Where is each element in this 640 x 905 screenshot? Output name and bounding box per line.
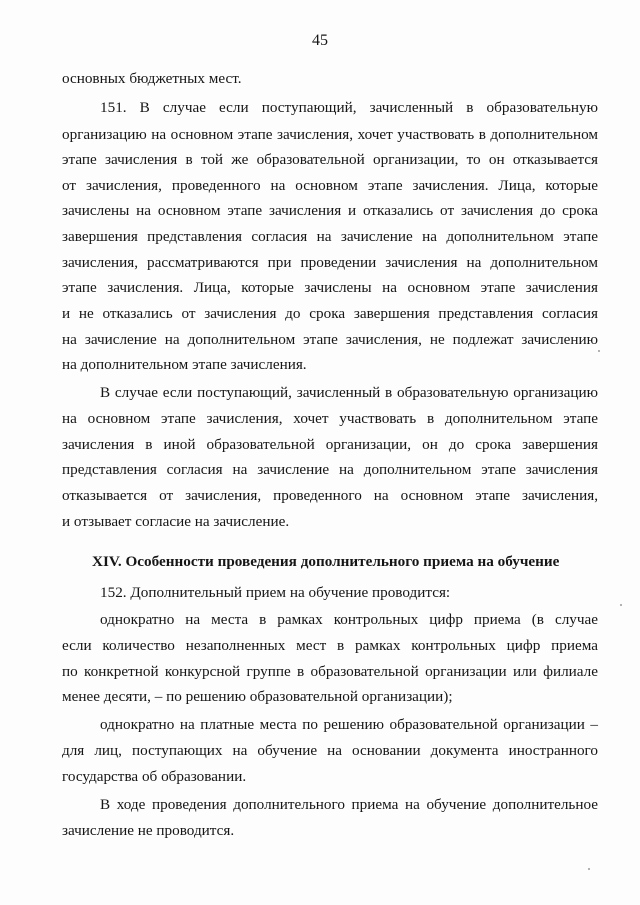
scan-speck xyxy=(588,868,590,870)
text-line: этапе зачисления. Лица, которые зачислены на основном этапе зачисления xyxy=(62,279,598,296)
text-line: организацию на основном этапе зачисления, хочет участвовать в дополнительном xyxy=(62,126,598,143)
text-line: зачисление не проводится. xyxy=(62,822,235,839)
text-line: однократно на места в рамках контрольных цифр приема (в случае xyxy=(100,611,598,628)
text-line: однократно на платные места по решению образовательной организации – xyxy=(100,716,598,733)
text-line: 151. В случае если поступающий, зачисленный в образовательную xyxy=(100,99,598,116)
text-line: основных бюджетных мест. xyxy=(62,70,242,87)
text-line: В ходе проведения дополнительного приема на обучение дополнительное xyxy=(100,796,598,813)
text-line: если количество незаполненных мест в рамках контрольных цифр приема xyxy=(62,637,598,654)
text-line: от зачисления, проведенного на основном этапе зачисления. Лица, которые xyxy=(62,177,598,194)
text-line: менее десяти, – по решению образовательной организации); xyxy=(62,688,453,705)
text-line: государства об образовании. xyxy=(62,768,247,785)
text-line: зачислены на основном этапе зачисления и отказались от зачисления до срока xyxy=(62,202,598,219)
scan-speck xyxy=(620,604,622,606)
text-line: и не отказались от зачисления до срока завершения представления согласия xyxy=(62,305,598,322)
scan-speck xyxy=(598,350,600,352)
text-line: по конкретной конкурсной группе в образовательной организации или филиале xyxy=(62,663,598,680)
text-line: на зачисление на дополнительном этапе зачисления, не подлежат зачислению xyxy=(62,331,598,348)
text-line: для лиц, поступающих на обучение на основании документа иностранного xyxy=(62,742,598,759)
text-line: на дополнительном этапе зачисления. xyxy=(62,356,307,373)
text-line: и отзывает согласие на зачисление. xyxy=(62,513,290,530)
text-line: на основном этапе зачисления, хочет участвовать в дополнительном этапе xyxy=(62,410,598,427)
text-line: 152. Дополнительный прием на обучение проводится: xyxy=(100,584,451,601)
text-line: зачисления, рассматриваются при проведении зачисления на дополнительном xyxy=(62,254,598,271)
page-number: 45 xyxy=(312,32,328,49)
text-line: В случае если поступающий, зачисленный в образовательную организацию xyxy=(100,384,598,401)
text-line: завершения представления согласия на зачисление на дополнительном этапе xyxy=(62,228,598,245)
text-line: отказывается от зачисления, проведенного на основном этапе зачисления, xyxy=(62,487,598,504)
section-heading: XIV. Особенности проведения дополнительного приема на обучение xyxy=(92,553,560,570)
text-line: зачисления в иной образовательной организации, он до срока завершения xyxy=(62,436,598,453)
text-line: этапе зачисления в той же образовательной организации, то он отказывается xyxy=(62,151,598,168)
text-line: представления согласия на зачисление на дополнительном этапе зачисления xyxy=(62,461,598,478)
